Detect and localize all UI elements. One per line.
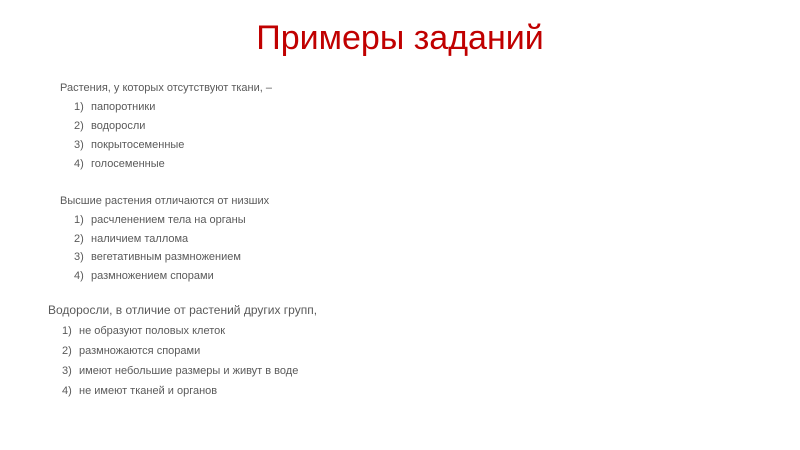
answer-option <box>74 250 269 264</box>
answer-option <box>74 269 269 283</box>
option-number: 1) <box>74 214 84 226</box>
answer-option <box>74 119 272 133</box>
question-stem: Высшие растения отличаются от низших <box>60 195 270 207</box>
question-stem: Растения, у которых отсутствуют ткани, – <box>60 82 272 94</box>
option-text: размножаются спорами <box>79 345 201 357</box>
option-text: голосеменные <box>91 158 165 170</box>
option-number: 2) <box>74 232 84 245</box>
question-3 <box>48 303 317 404</box>
question-2 <box>60 194 269 287</box>
option-text: имеют небольшие размеры и живут в воде <box>79 365 299 377</box>
option-text: расчленением тела на органы <box>91 214 246 226</box>
answer-option <box>74 213 269 227</box>
option-text: покрытосеменные <box>91 139 185 151</box>
answer-option <box>74 100 272 114</box>
option-text: вегетативным размножением <box>91 251 241 263</box>
option-number: 4) <box>74 158 84 170</box>
answer-option <box>62 344 317 358</box>
answer-options <box>74 213 269 283</box>
option-text: не образуют половых клеток <box>79 325 226 337</box>
answer-option <box>74 157 272 171</box>
option-number: 3) <box>62 365 72 377</box>
option-text: водоросли <box>91 120 146 132</box>
answer-options <box>74 100 272 171</box>
answer-option <box>74 232 269 246</box>
answer-option <box>62 364 317 378</box>
option-number: 2) <box>74 120 84 132</box>
answer-options <box>62 324 317 398</box>
question-stem: Водоросли, в отличие от растений других групп, <box>48 303 318 317</box>
option-text: папоротники <box>91 101 156 113</box>
option-text: размножением спорами <box>91 269 214 282</box>
option-number: 2) <box>62 345 72 357</box>
option-text: не имеют тканей и органов <box>79 385 218 397</box>
answer-option <box>74 138 272 152</box>
option-number: 3) <box>74 251 84 263</box>
answer-option <box>62 324 317 338</box>
option-number: 1) <box>62 325 72 337</box>
question-1 <box>60 81 272 176</box>
answer-option <box>62 384 317 398</box>
slide-title: Примеры заданий <box>256 19 544 57</box>
option-number: 4) <box>74 269 84 282</box>
option-text: наличием таллома <box>91 232 189 245</box>
option-number: 4) <box>62 385 72 397</box>
option-number: 3) <box>74 139 84 151</box>
option-number: 1) <box>74 101 84 113</box>
